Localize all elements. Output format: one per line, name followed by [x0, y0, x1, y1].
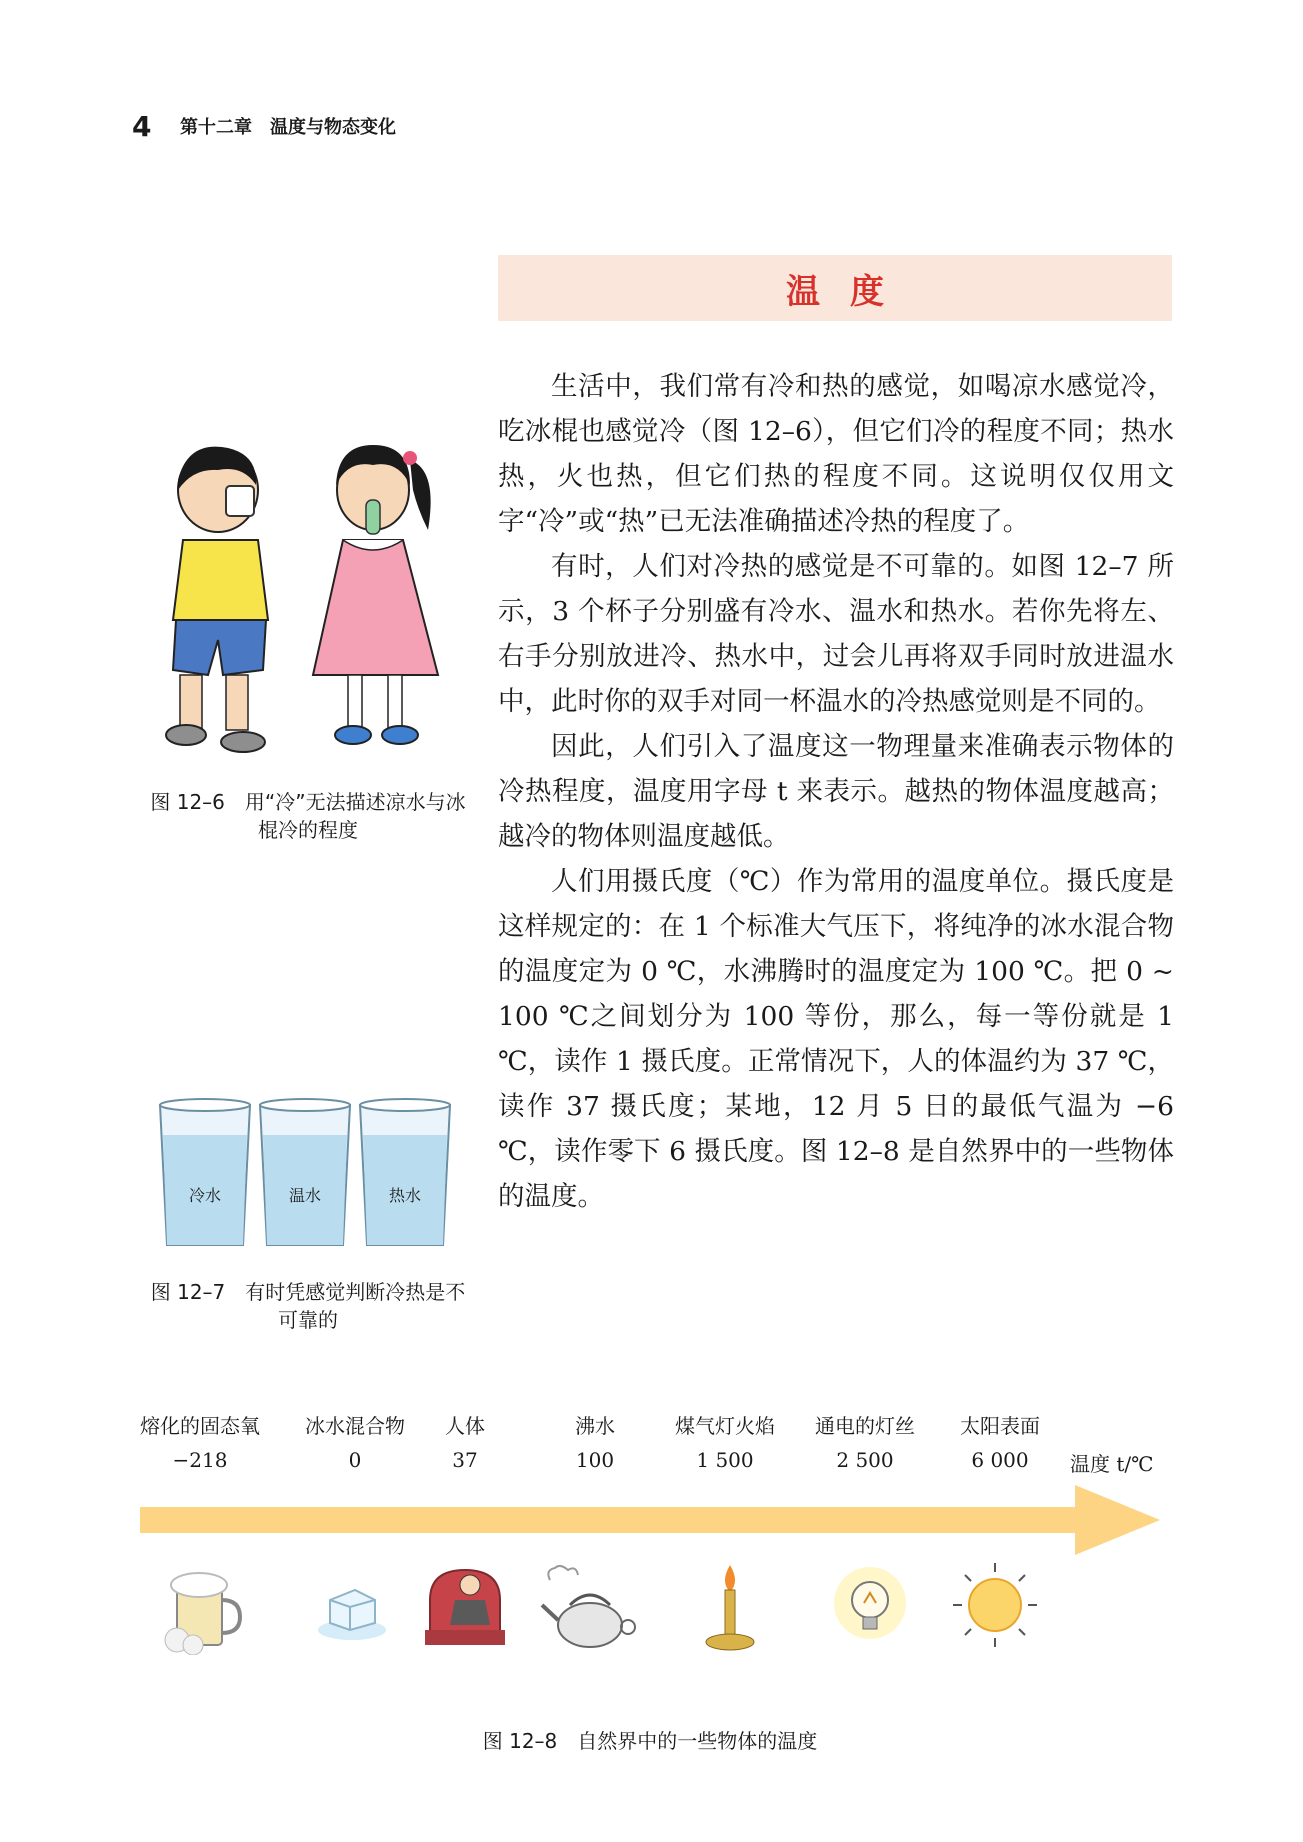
- timeline-label: 通电的灯丝: [815, 1414, 915, 1438]
- bunsen-burner-icon: [700, 1560, 760, 1655]
- timeline-value: 0: [348, 1448, 362, 1472]
- steaming-kettle-icon: [540, 1565, 640, 1650]
- boy-drinking-icon: [166, 447, 268, 752]
- temperature-arrow: [140, 1485, 1170, 1555]
- girl-eating-popsicle-icon: [313, 445, 438, 744]
- cup-hot-icon: [360, 1099, 450, 1245]
- timeline-value: 6 000: [971, 1448, 1029, 1472]
- timeline-label: 熔化的固态氧: [140, 1414, 260, 1438]
- section-banner: [498, 255, 1172, 321]
- cup-label-hot: 热水: [388, 1186, 421, 1205]
- timeline-value: 2 500: [836, 1448, 894, 1472]
- timeline-label: 太阳表面: [960, 1414, 1040, 1438]
- cups-drawing: [155, 1095, 455, 1255]
- figure-12-7-cups: [155, 1095, 455, 1255]
- timeline-value: −218: [172, 1448, 228, 1472]
- timeline-label: 沸水: [575, 1414, 615, 1438]
- temperature-unit-label: 温度 t/℃: [1070, 1452, 1154, 1476]
- timeline-label: 冰水混合物: [305, 1414, 405, 1438]
- section-title: 温度: [786, 271, 914, 312]
- figure-12-6-caption: 图 12–6 用“冷”无法描述凉水与冰棍冷的程度: [150, 790, 466, 842]
- cup-label-warm: 温水: [288, 1186, 321, 1205]
- paragraph: 生活中，我们常有冷和热的感觉，如喝凉水感觉冷，吃冰棍也感觉冷（图 12–6），但它们冷的程度不同；热水热，火也热，但它们热的程度不同。这说明仅仅用文字“冷”或“热”已无法准确描述冷热的程度了。: [498, 371, 1174, 537]
- cup-warm-icon: [260, 1099, 350, 1245]
- page-number: 4: [132, 110, 152, 143]
- figure-12-8-caption: 图 12–8 自然界中的一些物体的温度: [482, 1729, 818, 1753]
- person-in-armchair-icon: [420, 1560, 510, 1650]
- paragraph: 人们用摄氏度（℃）作为常用的温度单位。摄氏度是这样规定的：在 1 个标准大气压下，将纯净的冰水混合物的温度定为 0 ℃，水沸腾时的温度定为 100 ℃。把 0 ~ 100 ℃之间划分为 100 等份，那么，每一等份就是 1 ℃，读作 1 摄氏度。正常情况下，人的体温约为 37 ℃，读作 37 摄氏度；某地，12 月 5 日的最低气温为 −6 ℃，读作零下 6 摄氏度。图 12–8 是自然界中的一些物体的温度。: [498, 866, 1174, 1212]
- cup-cold-icon: [160, 1099, 250, 1245]
- body-text: [498, 364, 1174, 1219]
- figure-12-6-illustration: [148, 430, 458, 770]
- paragraph: 因此，人们引入了温度这一物理量来准确表示物体的冷热程度，温度用字母 t 来表示。越热的物体温度越高；越冷的物体则温度越低。: [498, 731, 1174, 852]
- sun-icon: [950, 1560, 1040, 1650]
- timeline-value: 37: [452, 1448, 478, 1472]
- ice-cube-icon: [315, 1575, 390, 1645]
- timeline-label: 煤气灯火焰: [675, 1414, 775, 1438]
- paragraph: 有时，人们对冷热的感觉是不可靠的。如图 12–7 所示，3 个杯子分别盛有冷水、温水和热水。若你先将左、右手分别放进冷、热水中，过会儿再将双手同时放进温水中，此时你的双手对同一杯温水的冷热感觉则是不同的。: [498, 551, 1174, 717]
- cup-label-cold: 冷水: [188, 1186, 221, 1205]
- timeline-value: 100: [575, 1448, 615, 1472]
- figure-12-7-caption: 图 12–7 有时凭感觉判断冷热是不可靠的: [150, 1280, 466, 1332]
- timeline-label: 人体: [445, 1414, 485, 1438]
- timeline-value: 1 500: [696, 1448, 754, 1472]
- light-bulb-icon: [830, 1565, 910, 1645]
- chapter-title: 第十二章 温度与物态变化: [180, 117, 396, 138]
- foam-mug-icon: [155, 1565, 245, 1655]
